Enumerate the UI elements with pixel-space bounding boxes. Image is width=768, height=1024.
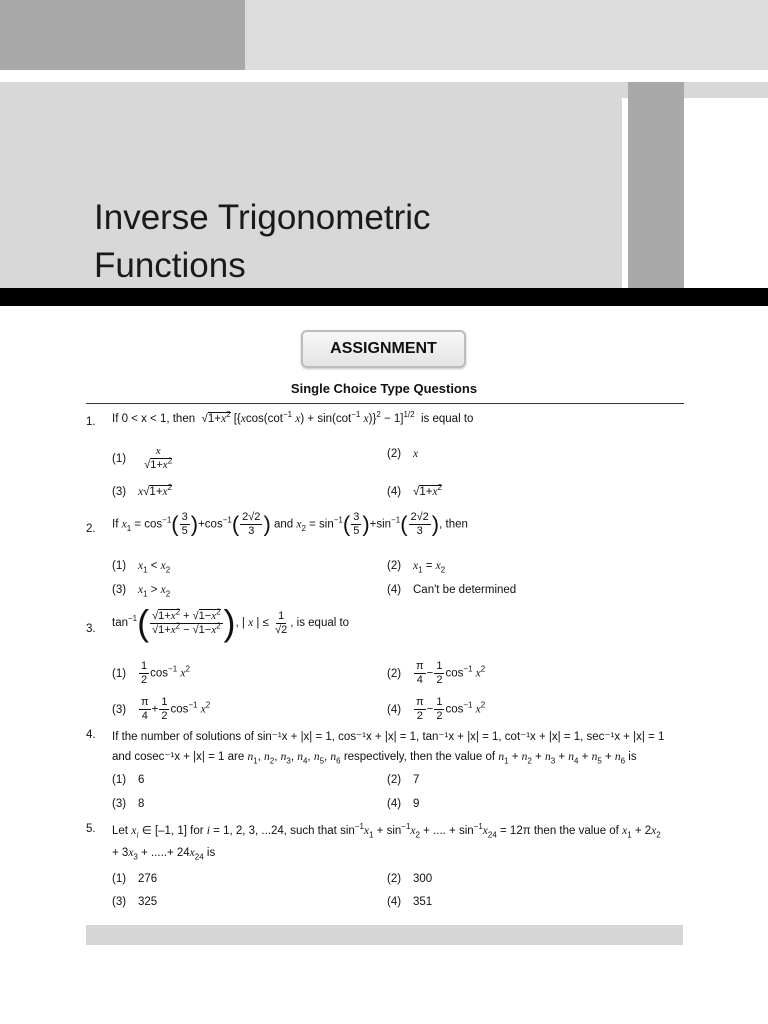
section-rule <box>86 403 684 404</box>
question-4-line-2-prefix: and cosec⁻¹x + |x| = 1 are <box>112 751 245 763</box>
option-label: (3) <box>112 584 127 596</box>
option-text: Can't be determined <box>413 584 517 596</box>
question-4-line-2-suffix: respectively, then the value of <box>343 751 496 763</box>
option-label: (1) <box>112 873 127 885</box>
question-3-option-3[interactable]: (3) $\frac{\pi}{4}$ + $\frac{1}{2}$ $\cos^{-1} x^2$ <box>112 696 211 722</box>
option-label: (2) <box>387 873 402 885</box>
question-1-option-3[interactable]: (3) $x√1+x^2$ <box>112 483 173 498</box>
question-5-line-1-mid2: = 1, 2, 3, ...24, such that <box>213 825 337 837</box>
option-label: (3) <box>112 896 127 908</box>
question-1-number: 1. <box>86 416 96 428</box>
option-1-fraction: $\frac{x}{√1+x^2}$ <box>144 445 173 471</box>
question-2-option-3[interactable]: (3) $x_1 > x_2$ <box>112 584 171 599</box>
question-2-stem: If $x_1 = \cos^{-1}$( $\frac{3}{5}$ )$+\cos^{-1}$( $\frac{2√2}{3}$ ) and $x_2 = \sin^{-1}$( $\frac{3}{5}$ )$+\sin^{-1}$( $\frac{2√2}{3}$ ), then <box>112 511 468 537</box>
footer-bar <box>86 925 683 945</box>
option-text: 6 <box>138 774 145 786</box>
option-label: (2) <box>387 448 402 460</box>
option-label: (4) <box>387 584 402 596</box>
question-5-line-2: + $3x_3$ + .....+ $24x_{24}$ is <box>112 847 216 862</box>
option-label: (4) <box>387 703 402 716</box>
question-3-stem: $\tan^{-1}$( $\frac{√1+x^2 + √1-x^2}{√1+x^2 - √1-x^2}$ ), | x | ≤ $\frac{1}{√2}$ , is equal to <box>112 602 350 643</box>
question-5-line-1: Let $x_i$ ∈ [–1, 1] for i = 1, 2, 3, ...24, such that $\sin^{-1}x_1 + \sin^{-1}x_2$ + .... + $\sin^{-1}x_{24} = 12\pi$ then the value of $x_1 + 2x_2$ <box>112 822 661 840</box>
question-4-option-2[interactable] <box>387 774 419 786</box>
option-text: 325 <box>138 896 158 908</box>
question-2-number: 2. <box>86 523 96 535</box>
option-text: 9 <box>413 798 420 810</box>
option-label: (2) <box>387 774 402 786</box>
question-4-option-4[interactable] <box>387 798 419 810</box>
option-label: (1) <box>112 774 127 786</box>
header-block-light <box>245 0 768 70</box>
header-accent-dark <box>628 82 684 288</box>
question-4-line-1: If the number of solutions of sin⁻¹x + |x| = 1, cos⁻¹x + |x| = 1, tan⁻¹x + |x| = 1, cot⁻¹x + |x| = 1, sec⁻¹x + |x| = 1 <box>112 731 665 743</box>
option-text: 351 <box>413 896 433 908</box>
option-label: (4) <box>387 486 402 498</box>
question-1-option-1[interactable] <box>112 445 175 472</box>
option-label: (3) <box>112 486 127 498</box>
chapter-title-line-1: Inverse Trigonometric <box>94 198 431 237</box>
question-2-stem-prefix: If <box>112 518 119 531</box>
title-divider-bar <box>0 288 768 306</box>
question-5-option-2[interactable] <box>387 873 432 885</box>
option-text: 8 <box>138 798 145 810</box>
option-label: (1) <box>112 667 127 680</box>
chapter-title <box>94 194 614 290</box>
question-3-option-2[interactable]: (2) $\frac{\pi}{4}$ − $\frac{1}{2}$ $\cos^{-1} x^2$ <box>387 660 486 686</box>
question-5-number: 5. <box>86 823 96 835</box>
section-title: Single Choice Type Questions <box>290 381 478 396</box>
option-label: (4) <box>387 798 402 810</box>
question-4-option-1[interactable] <box>112 774 144 786</box>
question-5-line-1-mid: ∈ [–1, 1] for <box>141 825 204 837</box>
question-5-line-1-suffix: then the value of <box>533 825 619 837</box>
question-3-option-4[interactable]: (4) $\frac{\pi}{2}$ − $\frac{1}{2}$ $\cos^{-1} x^2$ <box>387 696 486 722</box>
question-2-option-4[interactable] <box>387 584 516 596</box>
question-2-option-1[interactable]: (1) $x_1 < x_2$ <box>112 560 171 575</box>
question-2-option-2[interactable]: (2) $x_1 = x_2$ <box>387 560 446 575</box>
question-1-option-4[interactable]: (4) $√1+x^2$ <box>387 483 442 498</box>
question-1-stem-suffix: is equal to <box>421 413 474 425</box>
question-1-expression: $√1+x^2$ [{$xcos(\cot^{-1}$ $x) + \sin(\cot^{-1}$ x)}$^2$ − 1]$^{1/2}$ <box>198 410 415 425</box>
option-label: (3) <box>112 798 127 810</box>
option-label: (4) <box>387 896 402 908</box>
question-5-option-4[interactable] <box>387 896 432 908</box>
header-block-dark <box>0 0 245 70</box>
header-accent-strip-2 <box>684 82 768 98</box>
question-3-option-1[interactable]: (1) $\frac{1}{2}$ $\cos^{-1} x^2$ <box>112 660 190 686</box>
option-label: (3) <box>112 703 127 716</box>
question-1-stem-prefix: If 0 < x < 1, then <box>112 413 196 425</box>
option-label: (1) <box>112 560 127 572</box>
question-4-line-2: and cosec⁻¹x + |x| = 1 are $n_1$, $n_2$, $n_3$, $n_4$, $n_5$, $n_6$ respectively, then the value of $n_1 + n_2 + n_3 + n_4 + n_5 + n_6$ is <box>112 751 637 766</box>
question-1-stem <box>112 410 474 425</box>
question-2-stem-mid: and <box>273 518 294 531</box>
assignment-button[interactable]: ASSIGNMENT <box>301 330 466 368</box>
question-3-number: 3. <box>86 623 96 635</box>
option-text: 7 <box>413 774 420 786</box>
option-label: (2) <box>387 560 402 572</box>
question-5-line-1-prefix: Let <box>112 825 128 837</box>
question-4-option-3[interactable] <box>112 798 144 810</box>
option-text: 276 <box>138 873 158 885</box>
option-text: 300 <box>413 873 433 885</box>
question-5-option-1[interactable] <box>112 873 157 885</box>
option-label: (2) <box>387 667 402 680</box>
question-5-option-3[interactable] <box>112 896 157 908</box>
question-2-stem-suffix: , then <box>439 518 468 531</box>
chapter-title-line-2: Functions <box>94 246 246 285</box>
option-label: (1) <box>112 452 127 465</box>
question-4-number: 4. <box>86 729 96 741</box>
question-1-option-2[interactable]: (2) x <box>387 448 419 460</box>
question-3-stem-suffix: is equal to <box>296 617 350 630</box>
